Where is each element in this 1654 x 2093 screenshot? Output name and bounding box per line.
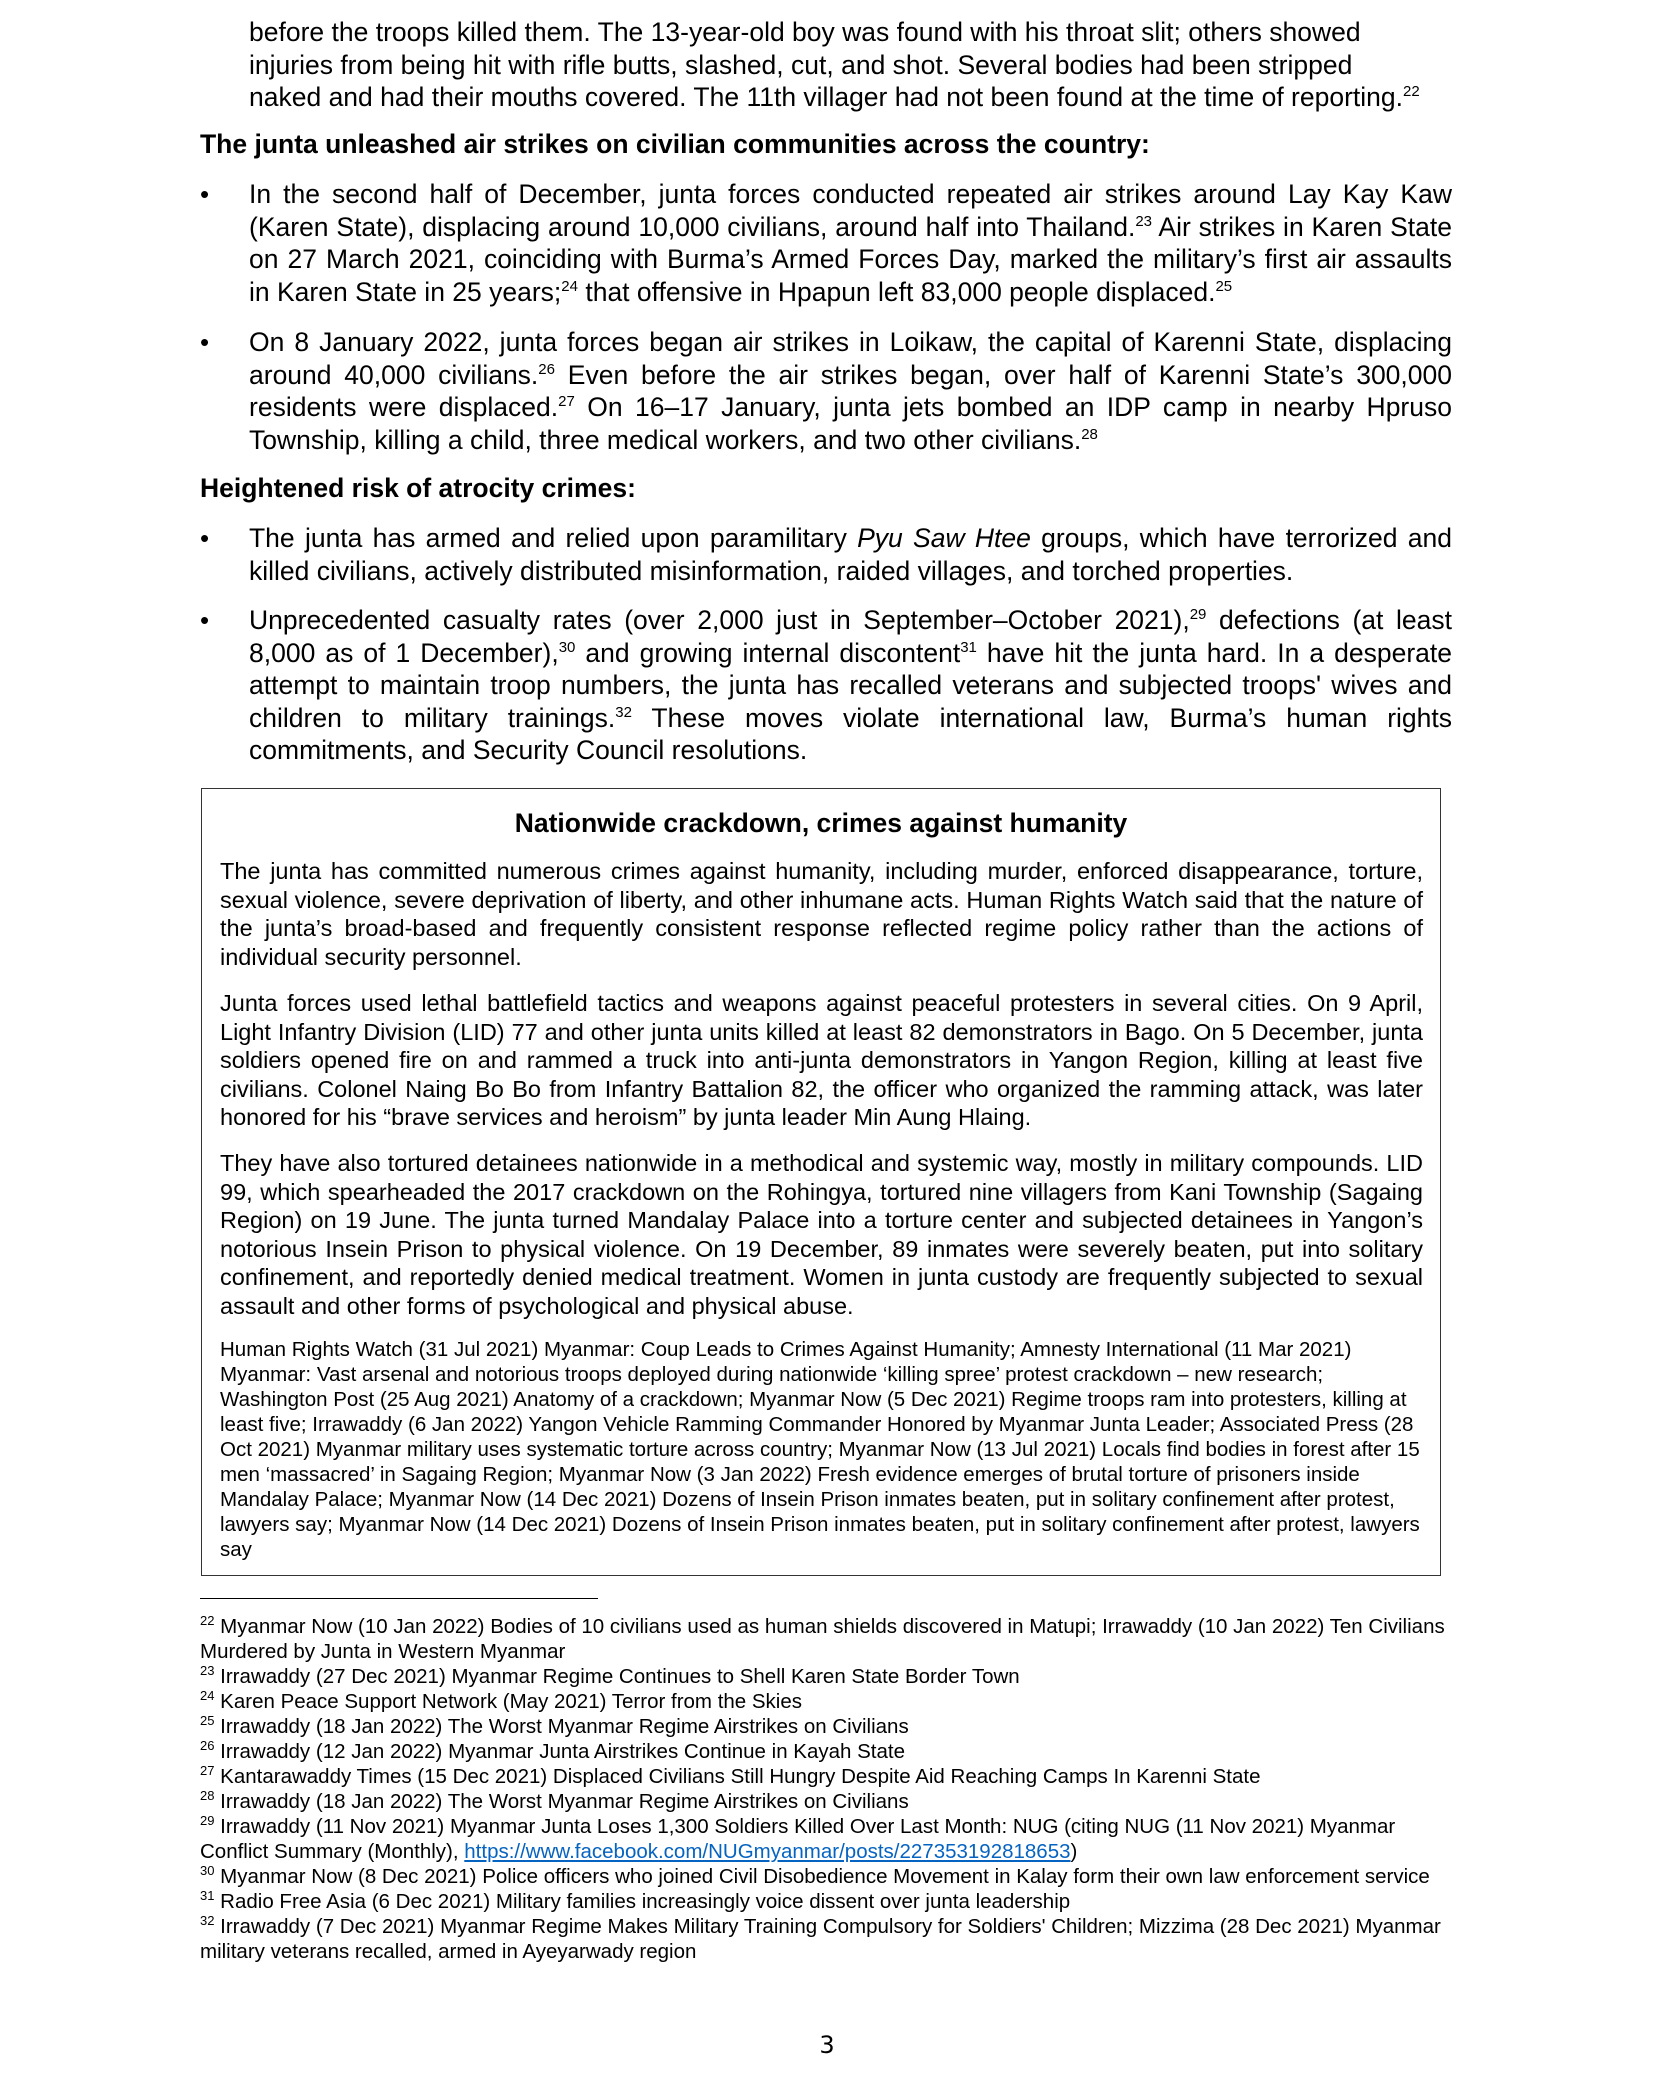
footnote: $^{28}$ Irrawaddy (18 Jan 2022) The Worst Myanmar Regime Airstrikes on Civilians — [200, 1788, 909, 1813]
bullet-text: The junta has armed and relied upon paramilitary Pyu Saw Htee groups, which have terrorized and killed civilians, actively distributed misinformation, raided villages, and torched properties. — [249, 523, 1452, 586]
footnote-ref[interactable]: 26 — [538, 360, 555, 378]
box-title: Nationwide crackdown, crimes against humanity — [514, 808, 1128, 838]
box-sources: Human Rights Watch (31 Jul 2021) Myanmar: Coup Leads to Crimes Against Humanity; Amnesty International (11 Mar 2021) Myanmar: Vast arsenal and notorious troops deployed during nationwide ‘killing spree’ protest crackdown – new research; Washington Post (25 Aug 2021) Anatomy of a crackdown; Myanmar Now (5 Dec 2021) Regime troops ram into protesters, killing at least five; Irrawaddy (6 Jan 2022) Yangon Vehicle Ramming Commander Honored by Myanmar Junta Leader; Associated Press (28 Oct 2021) Myanmar military uses systematic torture across country; Myanmar Now (13 Jul 2021) Locals find bodies in forest after 15 men ‘massacred’ in Sagaing Region; Myanmar Now (3 Jan 2022) Fresh evidence emerges of brutal torture of prisoners inside Mandalay Palace; Myanmar Now (14 Dec 2021) Dozens of Insein Prison inmates beaten, put in solitary confinement after protest, lawyers say; Myanmar Now (14 Dec 2021) Dozens of Insein Prison inmates beaten, put in solitary confinement after protest, lawyers say — [220, 1338, 1420, 1561]
bullet-text: In the second half of December, junta forces conducted repeated air strikes around Lay Kay Kaw (Karen State), displacing around 10,000 civilians, around half into Thailand.$^{23}$ Air strikes in Karen State on 27 March 2021, coinciding with Burma’s Armed Forces Day, marked the military’s first air assaults in Karen State in 25 years;$^{24}$ that offensive in Hpapun left 83,000 people displaced.$^{25}$ — [249, 179, 1452, 307]
bullet-text: On 8 January 2022, junta forces began air strikes in Loikaw, the capital of Karenni State, displacing around 40,000 civilians.$^{26}$ Even before the air strikes began, over half of Karenni State’s 300,000 residents were displaced.$^{27}$ On 16–17 January, junta jets bombed an IDP camp in nearby Hpruso Township, killing a child, three medical workers, and two other civilians.$^{28}$ — [249, 327, 1452, 455]
bullet-text: Unprecedented casualty rates (over 2,000 just in September–October 2021),$^{29}$ defections (at least 8,000 as of 1 December),$^{30}$ and growing internal discontent$^{31}$ have hit the junta hard. In a desperate attempt to maintain troop numbers, the junta has recalled veterans and subjected troops' wives and children to military trainings.$^{32}$ These moves violate international law, Burma’s human rights commitments, and Security Council resolutions. — [249, 605, 1452, 765]
footnote: $^{23}$ Irrawaddy (27 Dec 2021) Myanmar Regime Continues to Shell Karen State Border Town — [200, 1663, 1020, 1688]
footnote: $^{29}$ Irrawaddy (11 Nov 2021) Myanmar Junta Loses 1,300 Soldiers Killed Over Last Month: NUG (citing NUG (11 Nov 2021) Myanmar Conflict Summary (Monthly), https://www.facebook.com/NUGmyanmar/posts/227353192818653) — [200, 1813, 1396, 1863]
intro-line: naked and had their mouths covered. The 11th villager had not been found at the time of reporting.$^{22}$ — [249, 82, 1420, 112]
footnote-ref[interactable]: 23 — [1135, 212, 1153, 230]
intro-paragraph — [249, 16, 1452, 114]
footnote: $^{25}$ Irrawaddy (18 Jan 2022) The Worst Myanmar Regime Airstrikes on Civilians — [200, 1713, 909, 1738]
bullet-icon: • — [200, 327, 210, 357]
footnote: $^{26}$ Irrawaddy (12 Jan 2022) Myanmar Junta Airstrikes Continue in Kayah State — [200, 1738, 905, 1763]
footnote: $^{32}$ Irrawaddy (7 Dec 2021) Myanmar Regime Makes Military Training Compulsory for Soldiers' Children; Mizzima (28 Dec 2021) Myanmar military veterans recalled, armed in Ayeyarwady region — [200, 1913, 1441, 1963]
footnote-ref[interactable]: 22 — [1403, 83, 1420, 101]
footnote-ref[interactable]: 25 — [1215, 277, 1233, 295]
footnote: $^{24}$ Karen Peace Support Network (May 2021) Terror from the Skies — [200, 1688, 803, 1713]
footnotes — [200, 1614, 1460, 1964]
footnote-ref[interactable]: 32 — [615, 703, 632, 721]
footnote-ref[interactable]: 31 — [960, 638, 977, 656]
footnote-ref[interactable]: 28 — [1081, 425, 1098, 443]
footnote-ref[interactable]: 27 — [558, 393, 575, 411]
box-paragraph: The junta has committed numerous crimes against humanity, including murder, enforced disappearance, torture, sexual violence, severe deprivation of liberty, and other inhumane acts. Human Rights Watch said that the nature of the junta’s broad-based and frequently consistent response reflected regime policy rather than the actions of individual security personnel. — [220, 858, 1423, 970]
section-heading-air-strikes: The junta unleashed air strikes on civilian communities across the country: — [200, 129, 1150, 159]
box-paragraph: They have also tortured detainees nationwide in a methodical and systemic way, mostly in military compounds. LID 99, which spearheaded the 2017 crackdown on the Rohingya, tortured nine villagers from Kani Township (Sagaing Region) on 19 June. The junta turned Mandalay Palace into a torture center and subjected detainees in Yangon’s notorious Insein Prison to physical violence. On 19 December, 89 inmates were severely beaten, put into solitary confinement, and reportedly denied medical treatment. Women in junta custody are frequently subjected to sexual assault and other forms of psychological and physical abuse. — [220, 1150, 1423, 1319]
footnote: $^{31}$ Radio Free Asia (6 Dec 2021) Military families increasingly voice dissent over junta leadership — [200, 1888, 1071, 1913]
footnote: $^{27}$ Kantarawaddy Times (15 Dec 2021) Displaced Civilians Still Hungry Despite Aid Reaching Camps In Karenni State — [200, 1763, 1261, 1788]
footnote: $^{30}$ Myanmar Now (8 Dec 2021) Police officers who joined Civil Disobedience Movement in Kalay form their own law enforcement service — [200, 1863, 1430, 1888]
box-paragraph: Junta forces used lethal battlefield tactics and weapons against peaceful protesters in several cities. On 9 April, Light Infantry Division (LID) 77 and other junta units killed at least 82 demonstrators in Bago. On 5 December, junta soldiers opened fire on and rammed a truck into anti-junta demonstrators in Yangon Region, killing at least five civilians. Colonel Naing Bo Bo from Infantry Battalion 82, the officer who organized the ramming attack, was later honored for his “brave services and heroism” by junta leader Min Aung Hlaing. — [220, 990, 1423, 1131]
bullet-icon: • — [200, 523, 210, 553]
intro-line: before the troops killed them. The 13-year-old boy was found with his throat slit; others showed — [249, 17, 1361, 47]
bullet-icon: • — [200, 605, 210, 635]
footnote-ref[interactable]: 29 — [1189, 606, 1207, 624]
footnote: $^{22}$ Myanmar Now (10 Jan 2022) Bodies of 10 civilians used as human shields discovered in Matupi; Irrawaddy (10 Jan 2022) Ten Civilians Murdered by Junta in Western Myanmar — [200, 1613, 1445, 1663]
intro-line: injuries from being hit with rifle butts, slashed, cut, and shot. Several bodies had been stripped — [249, 49, 1353, 80]
crimes-against-humanity-box — [201, 788, 1441, 1576]
footnote-ref[interactable]: 24 — [561, 277, 578, 295]
bullet-icon: • — [200, 179, 210, 209]
footnote-separator — [200, 1598, 598, 1599]
section-heading-atrocity-risk: Heightened risk of atrocity crimes: — [200, 473, 636, 503]
footnote-link[interactable]: https://www.facebook.com/NUGmyanmar/posts/227353192818653 — [464, 1840, 1071, 1863]
footnote-ref[interactable]: 30 — [558, 638, 576, 656]
page-number: 3 — [819, 2031, 835, 2059]
